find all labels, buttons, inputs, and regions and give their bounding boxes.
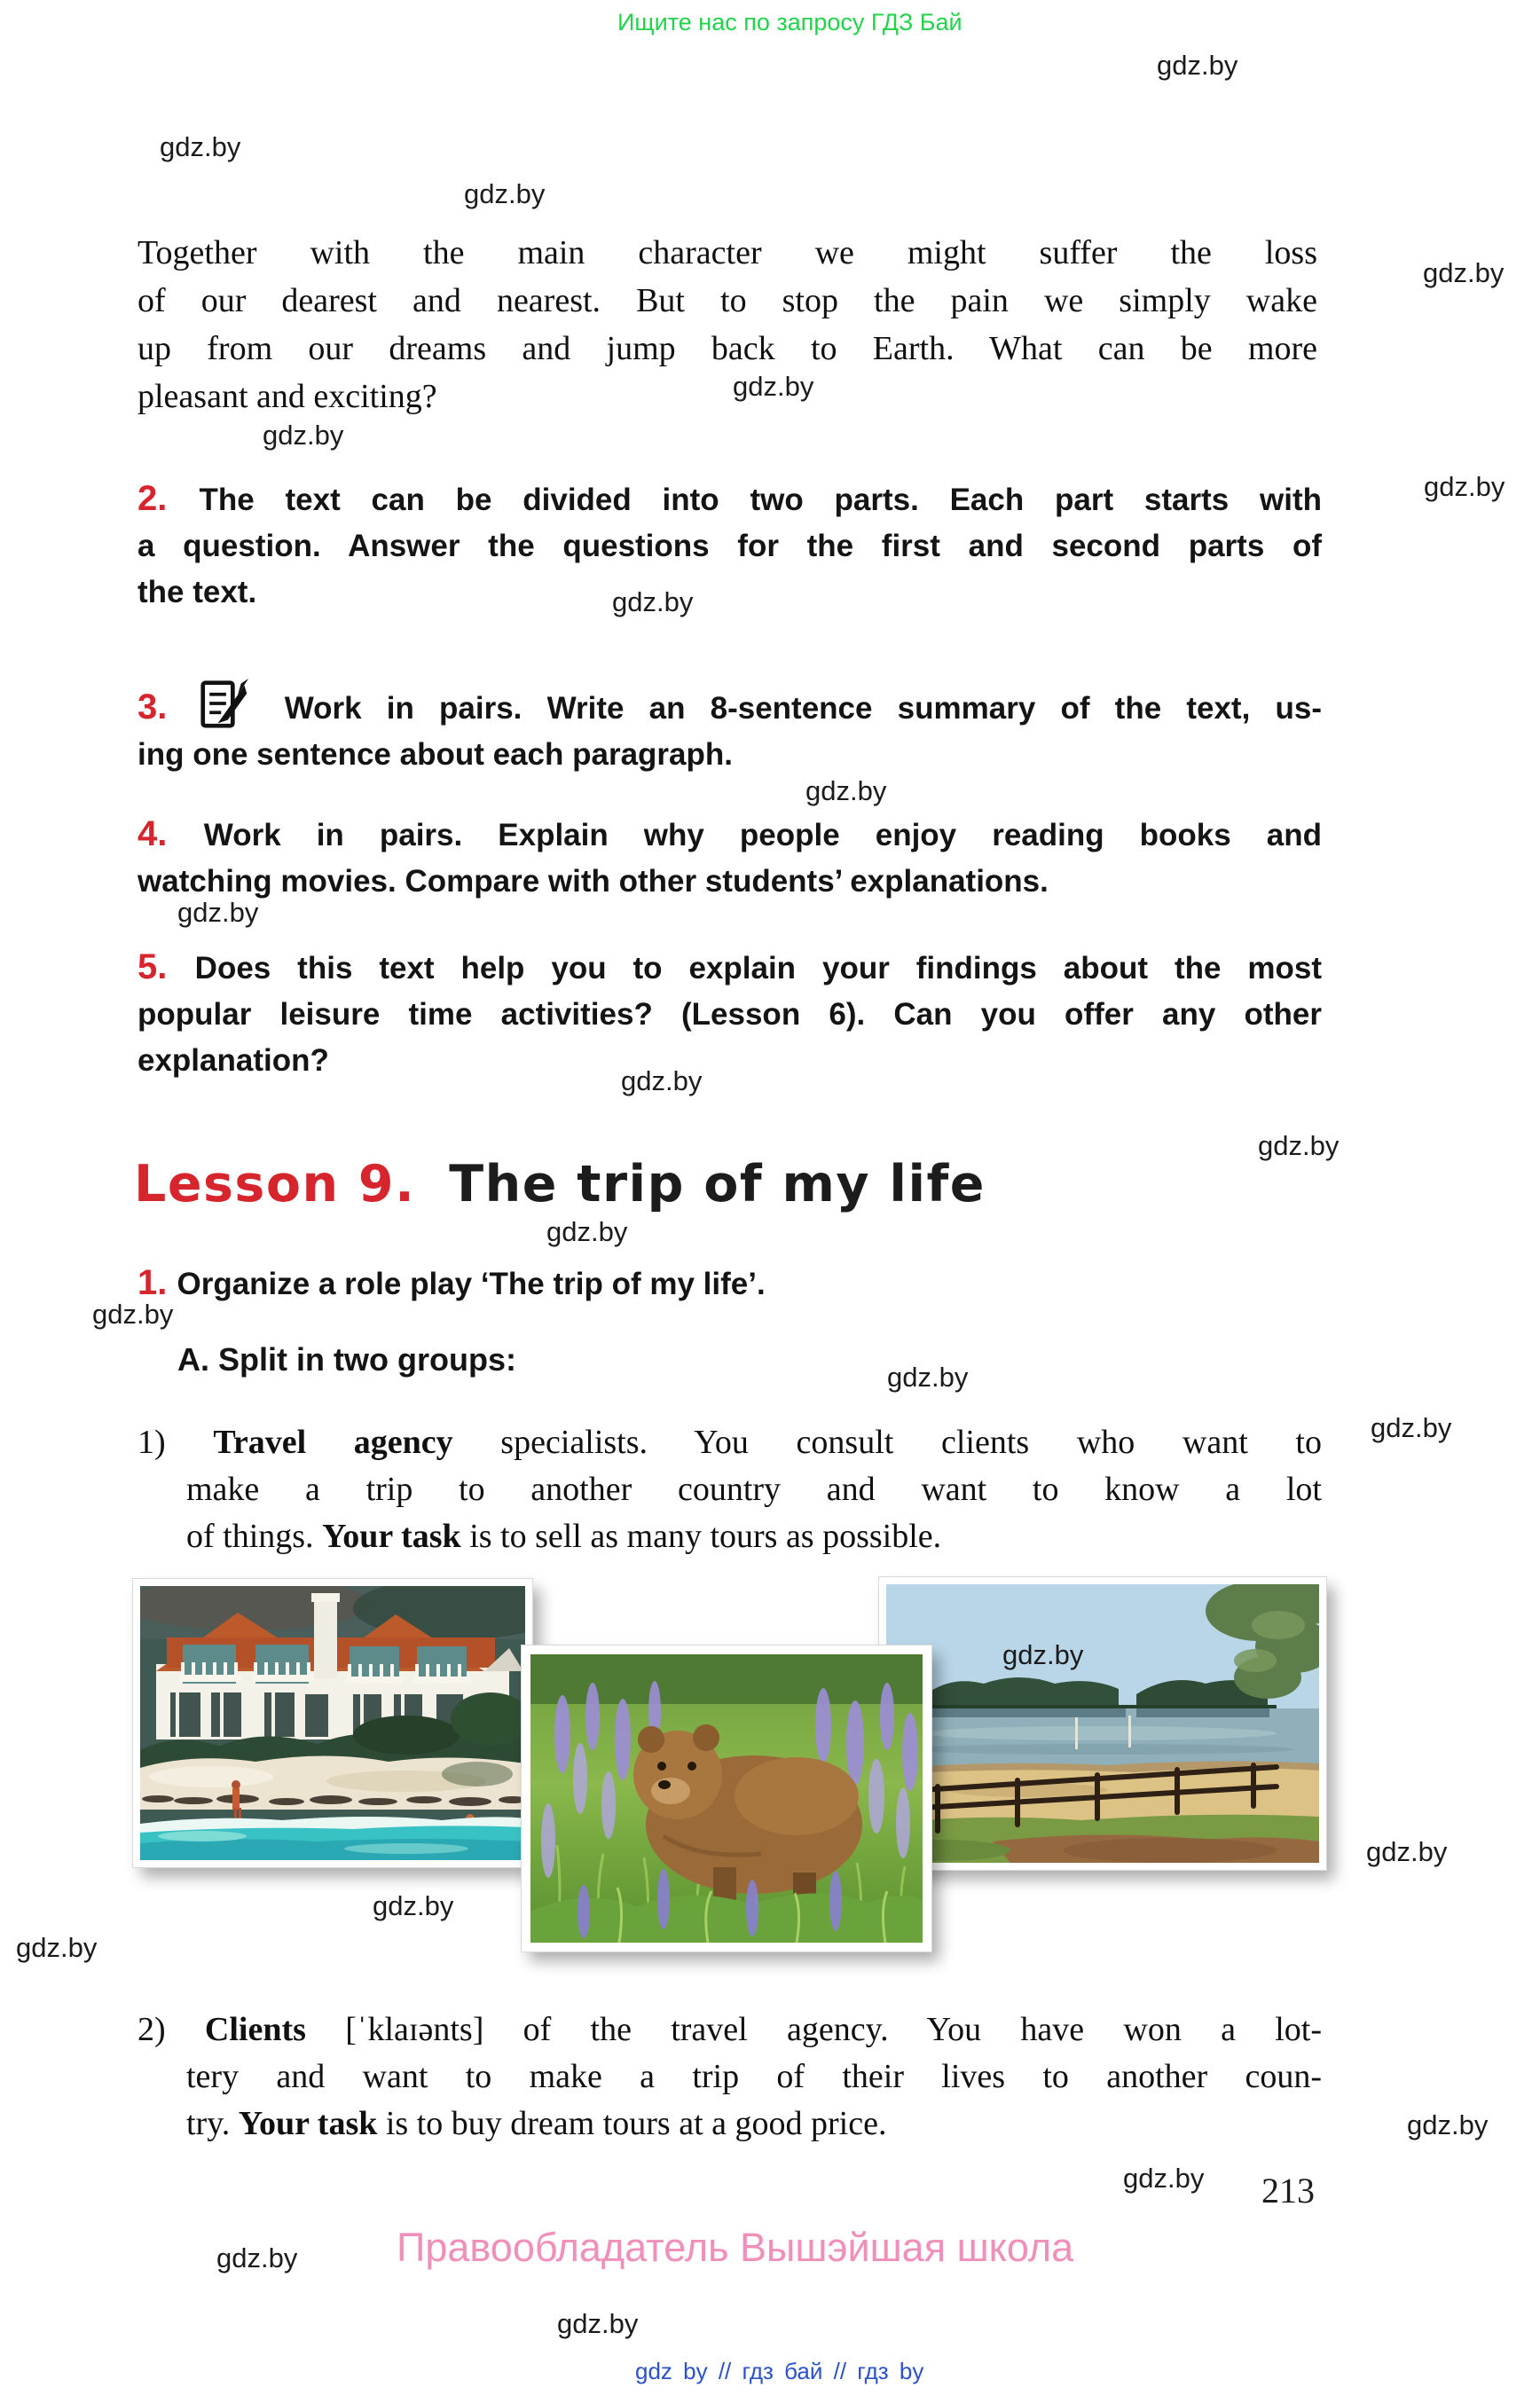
text-segment: Clients: [204, 2011, 306, 2048]
watermark: gdz.by: [733, 371, 814, 402]
text-segment: of our dearest and nearest. But to stop the pain we simply wake: [138, 282, 1317, 319]
groups-heading: A. Split in two groups:: [177, 1341, 516, 1378]
lesson-number: Lesson 9.: [134, 1155, 416, 1213]
watermark: gdz.by: [373, 1890, 454, 1921]
watermark: gdz.by: [1407, 2109, 1489, 2140]
watermark: gdz.by: [1123, 2163, 1205, 2194]
text-segment: Your task: [238, 2105, 378, 2142]
role-item-1: [138, 1419, 1322, 1560]
watermark: gdz.by: [92, 1299, 174, 1330]
photo-bear-meadow: [522, 1645, 931, 1951]
writing-icon: [200, 676, 249, 731]
text-segment: ing one sentence about each paragraph.: [138, 737, 733, 772]
copyright-notice: Правообладатель Вышэйшая школа: [397, 2225, 1074, 2270]
exercise-number: 4.: [138, 814, 204, 853]
watermark: gdz.by: [216, 2242, 298, 2273]
watermark: gdz.by: [887, 1362, 969, 1393]
watermark: gdz.by: [464, 178, 546, 209]
watermark: gdz.by: [612, 586, 694, 617]
text-segment: is to buy dream tours at a good price.: [377, 2105, 887, 2142]
text-segment: Travel agency: [213, 1424, 453, 1461]
lake-beach-illustration: [886, 1584, 1319, 1863]
promo-header: Ищите нас по запросу ГДЗ Бай: [617, 9, 962, 35]
watermark: gdz.by: [1002, 1639, 1084, 1670]
watermark: gdz.by: [263, 420, 344, 451]
beach-houses-illustration: [140, 1586, 525, 1860]
watermark: gdz.by: [546, 1216, 628, 1247]
text-segment: Together with the main character we might suffer the loss: [138, 234, 1317, 271]
text-segment: specialists. You consult clients who want to: [452, 1424, 1322, 1461]
text-segment: The text can be divided into two parts. Each part starts with: [199, 483, 1322, 517]
exercise-4: [138, 811, 1322, 905]
bear-meadow-illustration: [530, 1654, 923, 1943]
page-number: 213: [1261, 2171, 1315, 2211]
exercise-number: 3.: [138, 687, 168, 726]
watermark: gdz.by: [160, 131, 241, 162]
text-segment: up from our dreams and jump back to Earth. What can be more: [138, 330, 1317, 367]
task-1: [138, 1263, 1322, 1303]
watermark: gdz.by: [1258, 1130, 1340, 1161]
exercise-3: [138, 676, 1322, 778]
text-segment: Work in pairs. Write an 8-sentence summary of the text, us-: [284, 691, 1322, 726]
exercise-number: 1.: [138, 1263, 177, 1302]
text-segment: 1): [138, 1424, 214, 1461]
text-segment: Organize a role play ‘The trip of my life’.: [177, 1267, 766, 1301]
exercise-number: 2.: [138, 479, 200, 518]
text-segment: pleasant and exciting?: [138, 378, 437, 415]
lesson-title: [134, 1155, 986, 1213]
text-segment: Work in pairs. Explain why people enjoy reading books and: [203, 818, 1322, 852]
text-segment: Your task: [322, 1518, 461, 1555]
watermark: gdz.by: [16, 1932, 98, 1963]
watermark: gdz.by: [557, 2308, 639, 2339]
lesson-name: The trip of my life: [449, 1155, 986, 1213]
watermark: gdz.by: [1371, 1412, 1452, 1443]
text-segment: [ˈklaɪənts] of the travel agency. You have won a lot-: [305, 2011, 1322, 2048]
text-segment: of things.: [186, 1518, 323, 1555]
watermark: gdz.by: [621, 1065, 703, 1096]
watermark: gdz.by: [805, 775, 887, 806]
exercise-number: 5.: [138, 947, 195, 986]
text-segment: Does this text help you to explain your findings about the most: [194, 951, 1322, 986]
text-segment: make a trip to another country and want to know a lot: [186, 1471, 1322, 1508]
role-item-2: [138, 2006, 1322, 2148]
exercise-2: [138, 475, 1322, 616]
photo-lake-beach: [879, 1577, 1326, 1870]
watermark: gdz.by: [1423, 257, 1505, 288]
photo-beach-houses: [133, 1579, 532, 1867]
intro-paragraph: [138, 229, 1317, 420]
watermark: gdz.by: [177, 897, 259, 928]
text-segment: try.: [186, 2105, 239, 2142]
text-segment: explanation?: [138, 1043, 329, 1078]
text-segment: a question. Answer the questions for the first and second parts of: [138, 529, 1322, 563]
text-segment: popular leisure time activities? (Lesson 6). Can you offer any other: [138, 997, 1322, 1032]
watermark: gdz.by: [1424, 471, 1505, 502]
text-segment: the text.: [138, 575, 257, 609]
exercise-5: [138, 944, 1322, 1084]
footer-links[interactable]: gdz by // гдз бай // гдз by: [635, 2358, 924, 2384]
text-segment: is to sell as many tours as possible.: [460, 1518, 942, 1555]
watermark: gdz.by: [1366, 1836, 1448, 1867]
text-segment: watching movies. Compare with other students’ explanations.: [138, 864, 1049, 899]
text-segment: 2): [138, 2011, 205, 2048]
watermark: gdz.by: [1157, 50, 1238, 81]
text-segment: tery and want to make a trip of their lives to another coun-: [186, 2058, 1322, 2095]
